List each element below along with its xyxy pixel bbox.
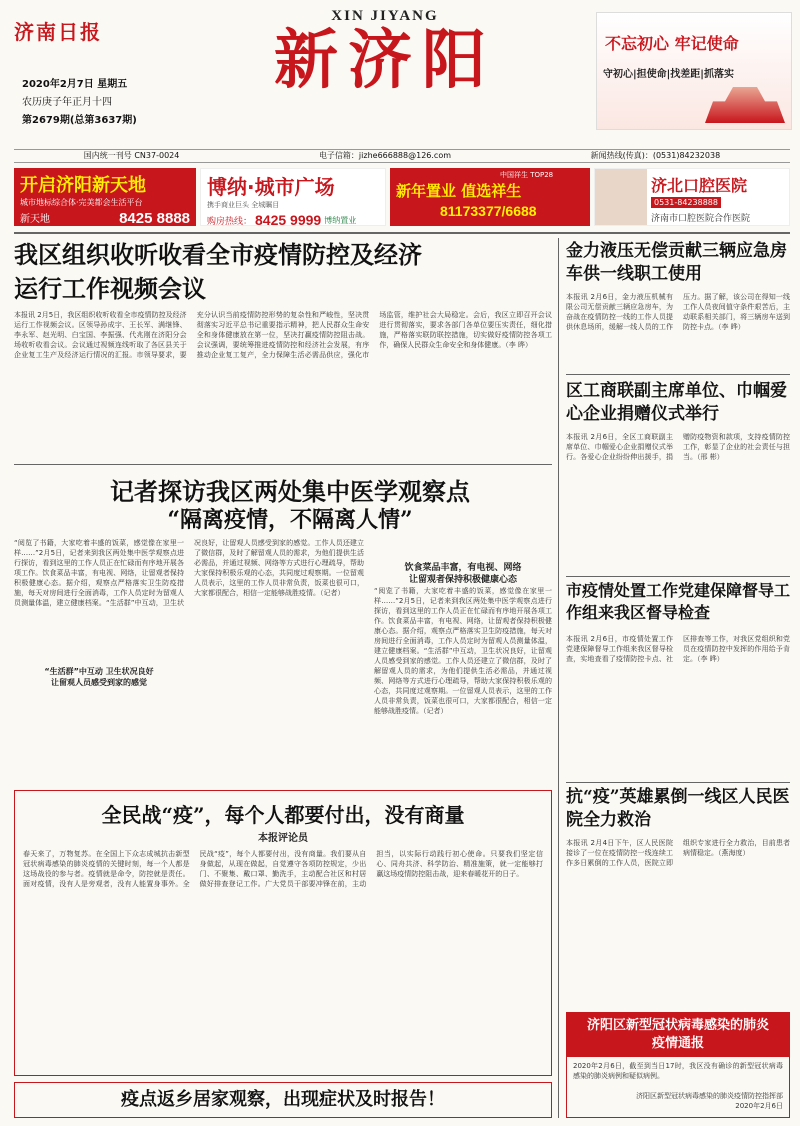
- column-divider: [558, 238, 559, 1118]
- article-2-body-left: “阅览了书籍，大家吃着丰盛的饭菜，感觉像在家里一样……”2月5日，记者来到我区两处集中医学观察点进行探访，看到这里的工作人员正在忙碌而有序地开展各项工作。饮食菜品丰富，有电视、网络，让留观者保持积极健康心态。据介绍，观察点严格落实卫生防疫措施，每天对房间进行全面消毒，工作人员定时为留观人员测量体温，建立健康档案。“生活群”中互动，卫生状况良好，让留观人员感受到家的感觉。工作人员还建立了微信群，及时了解留观人员的需求，为他们提供生活必需品，并通过视频、网络等方式进行心理疏导，帮助大家保持积极乐观的心态，共同度过观察期。一位留观人员表示，这里的工作人员非常负责，饭菜也很可口，大家都很配合，相信一定能够战胜疫情。（记者）: [14, 539, 364, 607]
- date-block: [22, 76, 192, 130]
- ad-title: 博纳·城市广场: [207, 175, 335, 199]
- hotline: 新闻热线(传真)：(0531)84232038: [590, 151, 721, 160]
- info-bar: [14, 149, 790, 163]
- right-1-title[interactable]: 金力液压无偿贡献三辆应急房车供一线职工使用: [566, 241, 787, 284]
- slogan-text: 不忘初心 牢记使命: [605, 34, 739, 53]
- ad-brand: 新天地: [20, 214, 50, 225]
- commentary-body: 春天来了，万物复苏。在全国上下众志成城抗击新型冠状病毒感染的肺炎疫情的关键时刻，每一个人都是这场战役的参与者。疫情就是命令，防控就是责任。面对疫情，没有人是旁观者，没有人能置身事外。全民战“疫”，每个人都要付出，没有商量。我们要从自身做起，从现在做起，自觉遵守各项防控规定，少出门、不聚集、戴口罩、勤洗手，主动配合社区和村居做好排查登记工作。广大党员干部要冲锋在前，主动担当，以实际行动践行初心使命。只要我们坚定信心、同舟共济、科学防治、精准施策，就一定能够打赢这场疫情防控阻击战，迎来春暖花开的日子。: [23, 850, 543, 888]
- masthead: [185, 8, 585, 97]
- ad-phone: 81173377/6688: [440, 203, 537, 219]
- ad-subtitle: 携手商业巨头 全城瞩目: [207, 201, 280, 209]
- article-2-side-sub: 让留观者保持积极健康心态: [408, 575, 517, 585]
- notice-title[interactable]: 济阳区新型冠状病毒感染的肺炎疫情通报: [567, 1013, 789, 1057]
- commentary-box: [14, 790, 552, 1076]
- tiananmen-icon: [705, 87, 785, 123]
- cn-number: 国内统一刊号 CN37-0024: [83, 151, 180, 160]
- article-2-title[interactable]: 记者探访我区两处集中医学观察点: [110, 477, 470, 506]
- divider: [14, 232, 790, 234]
- ad-brand: 博纳置业: [324, 215, 357, 225]
- notice-sign: 济阳区新型冠状病毒感染的肺炎疫情防控指挥部: [636, 1092, 783, 1100]
- article-1-title[interactable]: 我区组织收听收看全市疫情防控及经济运行工作视频会议: [14, 240, 422, 303]
- ad-jibei-dental[interactable]: [594, 168, 790, 226]
- ad-phone: 8425 8888: [119, 210, 190, 226]
- ad-title: 济北口腔医院: [651, 176, 748, 195]
- ad-phone-label: 购房热线：: [207, 216, 253, 226]
- article-2-sub3: 让留观人员感受到家的感觉: [14, 677, 184, 688]
- ad-xiangsheng[interactable]: [390, 168, 590, 226]
- masthead-pinyin: XIN JIYANG: [331, 8, 439, 24]
- slogan-subtext: 守初心|担使命|找差距|抓落实: [603, 69, 734, 80]
- right-2-body: 本报讯 2月6日，全区工商联副主席单位、巾帼爱心企业捐赠仪式举行。各爱心企业纷纷伸出援手，捐赠防疫物资和款项，支持疫情防控工作，彰显了企业的社会责任与担当。（邢 彬）: [566, 433, 790, 461]
- notice-date: 2020年2月6日: [735, 1102, 783, 1110]
- ad-phone: 8425 9999: [255, 212, 322, 226]
- right-3-body: 本报讯 2月6日，市疫情处置工作党建保障督导工作组来我区督导检查，实地查看了疫情防控卡点、社区排查等工作，对我区党组织和党员在疫情防控中发挥的作用给予肯定。（李 晔）: [566, 635, 790, 663]
- ad-phone: 0531-84238888: [651, 197, 721, 208]
- right-4-body: 本报讯 2月4日下午，区人民医院接诊了一位在疫情防控一线连续工作多日累倒的工作人员，医院立即组织专家进行全力救治，目前患者病情稳定。（燕海度）: [566, 839, 790, 867]
- ad-title: 开启济阳新天地: [20, 175, 146, 196]
- commentary-byline: 本报评论员: [258, 833, 308, 844]
- notice-body: 2020年2月6日，截至到当日17时，我区没有确诊的新型冠状病毒感染的肺炎病例和疑似病例。: [573, 1062, 783, 1080]
- footer-headline[interactable]: 疫点返乡居家观察，出现症状及时报告！: [121, 1089, 445, 1110]
- issue-date: 2020年2月7日 星期五: [22, 79, 128, 90]
- ad-brand: 中国祥生 TOP28: [500, 171, 554, 179]
- email: 电子信箱：jizhe666888@126.com: [318, 151, 452, 160]
- ad-title: 新年置业 值选祥生: [396, 182, 522, 200]
- divider: [14, 464, 552, 465]
- epidemic-notice: [566, 1012, 790, 1118]
- article-2-side-title: 饮食菜品丰富，有电视、网络: [404, 563, 522, 573]
- commentary-title[interactable]: 全民战“疫”，每个人都要付出，没有商量: [101, 803, 465, 827]
- ad-address: 济南市口腔医院合作医院: [651, 214, 751, 224]
- newspaper-brand: 济南日报: [14, 20, 102, 44]
- ad-bona[interactable]: [200, 168, 386, 226]
- divider: [566, 782, 790, 783]
- article-2-sub2: “生活群”中互动 卫生状况良好: [14, 666, 184, 677]
- right-4-title[interactable]: 抗“疫”英雄累倒一线区人民医院全力救治: [566, 787, 790, 830]
- masthead-title: 新济阳: [274, 23, 496, 98]
- ad-xintiandi[interactable]: [14, 168, 196, 226]
- right-2-title[interactable]: 区工商联副主席单位、巾帼爱心企业捐赠仪式举行: [566, 381, 787, 424]
- footer-headline-box: [14, 1082, 552, 1118]
- ad-subtitle: 城市地标综合体·完美都会生活平台: [20, 198, 143, 207]
- ad-photo: [595, 169, 647, 226]
- lunar-date: 农历庚子年正月十四: [22, 97, 112, 108]
- article-2-body-right: “阅览了书籍，大家吃着丰盛的饭菜，感觉像在家里一样……”2月5日，记者来到我区两处集中医学观察点进行探访，看到这里的工作人员正在忙碌而有序地开展各项工作。饮食菜品丰富，有电视、网络，让留观者保持积极健康心态。据介绍，观察点严格落实卫生防疫措施，每天对房间进行全面消毒，工作人员定时为留观人员测量体温，建立健康档案。“生活群”中互动，卫生状况良好，让留观人员感受到家的感觉。工作人员还建立了微信群，及时了解留观人员的需求，为他们提供生活必需品，并通过视频、网络等方式进行心理疏导，帮助大家保持积极乐观的心态，共同度过观察期。一位留观人员表示，这里的工作人员非常负责，饭菜也很可口，大家都很配合，相信一定能够战胜疫情。（记者）: [374, 587, 552, 715]
- issue-number: 第2679期(总第3637期): [22, 115, 137, 126]
- right-3-title[interactable]: 市疫情处置工作党建保障督导工作组来我区督导检查: [566, 581, 791, 622]
- right-1-body: 本报讯 2月6日，金力液压机械有限公司无偿贡献三辆应急房车，为奋战在疫情防控一线的工作人员提供休息场所，缓解一线人员的工作压力。据了解，该公司在得知一线工作人员夜间值守条件艰苦后，主动联系相关部门，将三辆房车送到防控卡点。（李 晔）: [566, 293, 790, 331]
- divider: [566, 576, 790, 577]
- article-1-body: 本报讯 2月5日，我区组织收听收看全市疫情防控及经济运行工作视频会议。区领导孙成宇、王长军、满继锋、李永军、赵光明、白宝国、李振强、代兆刚在济阳分会场收听收看会议。会议通过视频连线听取了各区县关于企业复工生产及经济运行情况的汇报。市领导要求，要充分认识当前疫情防控形势的复杂性和严峻性，坚决贯彻落实习近平总书记重要指示精神，把人民群众生命安全和身体健康放在第一位，坚决打赢疫情防控阻击战。会议强调，要统筹推进疫情防控和经济社会发展，有序推动企业复工复产，全力保障生活必需品供应，强化市场监管，维护社会大局稳定。会后，我区立即召开会议进行贯彻落实，要求各部门各单位要压实责任，细化措施，严格落实联防联控措施，切实做好疫情防控各项工作，确保人民群众生命安全和身体健康。（李 晔）: [14, 311, 552, 359]
- slogan-banner: [596, 12, 792, 130]
- divider: [566, 374, 790, 375]
- article-2-subtitle: “隔离疫情，不隔离人情”: [167, 507, 413, 533]
